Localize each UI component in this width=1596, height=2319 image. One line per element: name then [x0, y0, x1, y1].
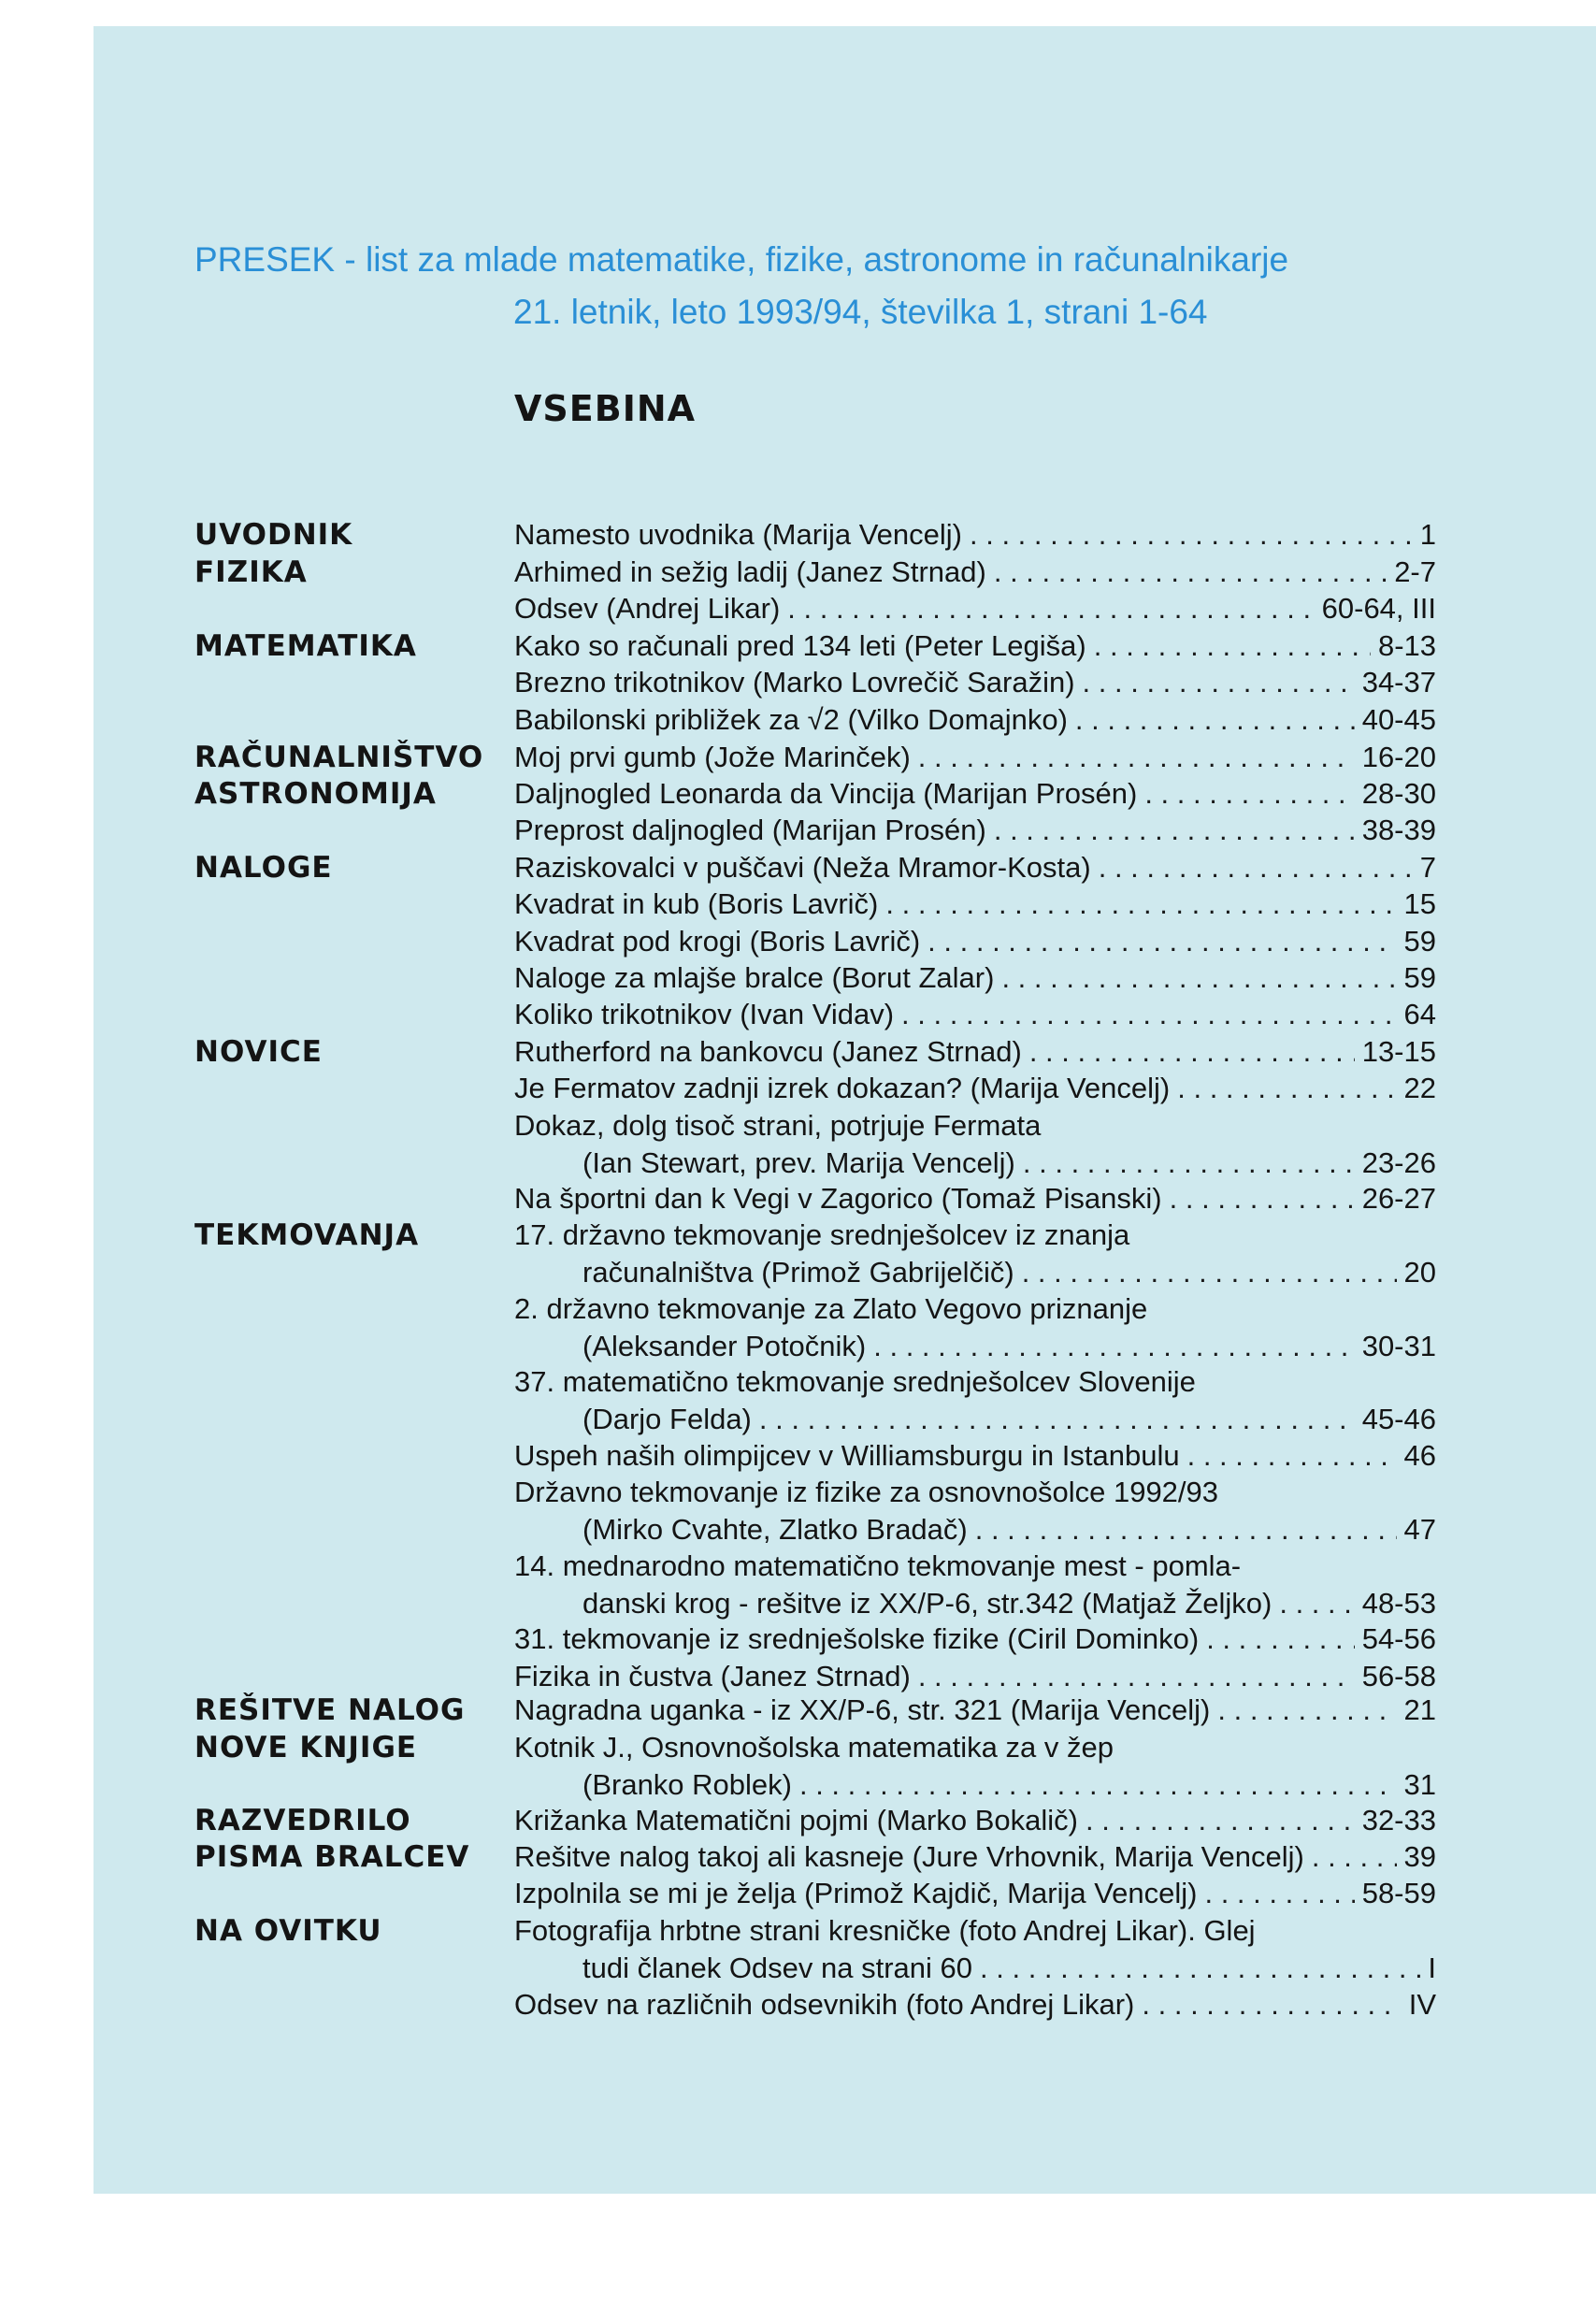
toc-entry-pages: 22	[1403, 1072, 1436, 1105]
toc-entry-pages: IV	[1408, 1987, 1436, 2021]
toc-entry[interactable]	[514, 627, 1436, 665]
toc-entry[interactable]	[514, 886, 1436, 923]
toc-entry-title: Brezno trikotnikov (Marko Lovrečič Saražin)	[514, 666, 1075, 699]
toc-entry-line	[514, 1145, 1436, 1182]
toc-entry-line	[514, 1401, 1436, 1438]
dot-leader	[1001, 959, 1396, 997]
toc-entry-line	[514, 554, 1436, 591]
contents-heading: VSEBINA	[514, 388, 697, 429]
toc-entry-line	[514, 1548, 1436, 1585]
toc-entry[interactable]	[514, 996, 1436, 1033]
toc-entry-line	[514, 516, 1436, 554]
toc-entry[interactable]	[514, 1986, 1436, 2024]
toc-entry-title: (Ian Stewart, prev. Marija Vencelj)	[582, 1145, 1015, 1179]
dot-leader	[994, 554, 1387, 591]
toc-category: RAČUNALNIŠTVO	[194, 741, 484, 774]
toc-entry-title: 14. mednarodno matematično tekmovanje mest - pomla-	[514, 1548, 1242, 1582]
toc-entry-pages: I	[1428, 1952, 1436, 1984]
toc-entry[interactable]	[514, 1912, 1436, 1987]
dot-leader	[1023, 1145, 1355, 1182]
toc-entry-title: računalništva (Primož Gabrijelčič)	[582, 1256, 1014, 1289]
toc-entry[interactable]	[514, 1620, 1436, 1658]
dot-leader	[1075, 701, 1355, 739]
toc-entry-title: Rešitve nalog takoj ali kasneje (Jure Vrhovnik, Marija Vencelj)	[514, 1840, 1304, 1873]
toc-entry-title: Koliko trikotnikov (Ivan Vidav)	[514, 998, 895, 1031]
toc-entry-line	[514, 959, 1436, 997]
toc-entry-title: Odsev (Andrej Likar)	[514, 592, 781, 626]
toc-entry-pages: 16-20	[1361, 741, 1436, 773]
dot-leader	[759, 1401, 1355, 1438]
toc-category: ASTRONOMIJA	[194, 777, 437, 811]
toc-entry-pages: 32-33	[1361, 1804, 1436, 1836]
toc-entry-line	[514, 1180, 1436, 1217]
toc-entry[interactable]	[514, 1290, 1436, 1365]
dot-leader	[1144, 775, 1354, 813]
toc-category: NA OVITKU	[194, 1914, 382, 1948]
dot-leader	[970, 516, 1413, 554]
dot-leader	[1022, 1254, 1397, 1291]
toc-entry-line	[514, 1729, 1436, 1766]
toc-entry[interactable]	[514, 775, 1436, 813]
dot-leader	[787, 590, 1314, 627]
toc-entry-line	[514, 1254, 1436, 1291]
toc-entry[interactable]	[514, 1437, 1436, 1475]
dot-leader	[1187, 1437, 1397, 1475]
toc-entry-pages: 64	[1403, 998, 1436, 1031]
toc-entry-pages: 13-15	[1361, 1035, 1436, 1068]
journal-header	[194, 234, 1438, 338]
dot-leader	[975, 1511, 1397, 1548]
toc-entry-title: Naloge za mlajše bralce (Borut Zalar)	[514, 960, 995, 994]
toc-entry-pages: 15	[1403, 887, 1436, 921]
toc-category: TEKMOVANJA	[194, 1218, 420, 1252]
dot-leader	[1083, 664, 1355, 701]
toc-entry-title: Nagradna uganka - iz XX/P-6, str. 321 (Marija Vencelj)	[514, 1693, 1211, 1726]
toc-entry[interactable]	[514, 1217, 1436, 1291]
dot-leader	[980, 1950, 1420, 1987]
toc-entry-line	[514, 627, 1436, 665]
toc-entry-pages: 58-59	[1361, 1877, 1436, 1910]
dot-leader	[918, 1658, 1355, 1695]
toc-entry-line	[514, 1437, 1436, 1475]
toc-entry-title: (Aleksander Potočnik)	[582, 1329, 867, 1362]
toc-entry-title: Izpolnila se mi je želja (Primož Kajdič, Marija Vencelj)	[514, 1877, 1198, 1910]
toc-entry-pages: 31	[1403, 1768, 1436, 1801]
toc-entry-line	[514, 1838, 1436, 1876]
dot-leader	[994, 812, 1355, 849]
toc-entry-line	[514, 886, 1436, 923]
dot-leader	[1279, 1585, 1354, 1622]
dot-leader	[1094, 627, 1371, 665]
toc-entry[interactable]	[514, 1658, 1436, 1695]
toc-entry-title: 31. tekmovanje iz srednješolske fizike (Ciril Dominko)	[514, 1622, 1200, 1656]
toc-entry[interactable]	[514, 1107, 1436, 1182]
issue-info: 21. letnik, leto 1993/94, številka 1, strani 1-64	[513, 293, 1208, 331]
toc-entry-line	[514, 775, 1436, 813]
toc-entry-line	[514, 1328, 1436, 1365]
toc-entry-line	[514, 996, 1436, 1033]
toc-entry-title: (Branko Roblek)	[582, 1768, 792, 1801]
toc-entry-title: Kako so računali pred 134 leti (Peter Legiša)	[514, 629, 1086, 662]
toc-entry-pages: 38-39	[1361, 814, 1436, 847]
toc-entry-pages: 7	[1419, 851, 1436, 884]
toc-entry-line	[514, 1290, 1436, 1328]
toc-entry-line	[514, 1033, 1436, 1071]
toc-entry-title: Na športni dan k Vegi v Zagorico (Tomaž Pisanski)	[514, 1182, 1162, 1216]
toc-entry-title: Daljnogled Leonarda da Vincija (Marijan Prosén)	[514, 777, 1138, 810]
toc-entry-line	[514, 1217, 1436, 1254]
toc-entry[interactable]	[514, 554, 1436, 591]
dot-leader	[1086, 1802, 1355, 1839]
toc-entry-line	[514, 1474, 1436, 1511]
dot-leader	[1217, 1692, 1396, 1729]
toc-entry[interactable]	[514, 1692, 1436, 1729]
toc-entry[interactable]	[514, 1363, 1436, 1438]
toc-entry-pages: 54-56	[1361, 1622, 1436, 1656]
dot-leader	[901, 996, 1396, 1033]
journal-title: PRESEK - list za mlade matematike, fizike, astronome in računalnikarje	[194, 240, 1289, 279]
toc-entry-line	[514, 1950, 1436, 1987]
toc-category: MATEMATIKA	[194, 629, 417, 663]
toc-category: PISMA BRALCEV	[194, 1840, 470, 1874]
toc-entry[interactable]	[514, 1802, 1436, 1839]
toc-entry-pages: 47	[1403, 1513, 1436, 1547]
dot-leader	[1206, 1620, 1355, 1658]
toc-entry-pages: 34-37	[1361, 666, 1436, 699]
toc-entry[interactable]	[514, 849, 1436, 886]
toc-entry-pages: 45-46	[1361, 1403, 1436, 1436]
toc-entry-title: Fizika in čustva (Janez Strnad)	[514, 1659, 911, 1692]
toc-entry-pages: 21	[1403, 1693, 1436, 1726]
toc-entry-line	[514, 1620, 1436, 1658]
dot-leader	[918, 739, 1355, 776]
toc-entry-line	[514, 1875, 1436, 1912]
toc-entry[interactable]	[514, 701, 1436, 739]
toc-entry-title: danski krog - rešitve iz XX/P-6, str.342 (Matjaž Željko)	[582, 1586, 1272, 1620]
toc-entry-line	[514, 664, 1436, 701]
toc-entry-pages: 1	[1419, 518, 1436, 551]
toc-entry-line	[514, 812, 1436, 849]
toc-entry-title: Arhimed in sežig ladij (Janez Strnad)	[514, 555, 986, 588]
toc-entry[interactable]	[514, 959, 1436, 997]
toc-entry-pages: 59	[1403, 924, 1436, 958]
toc-entry[interactable]	[514, 1180, 1436, 1217]
toc-entry[interactable]	[514, 1070, 1436, 1107]
toc-entry-line	[514, 1912, 1436, 1950]
toc-entry-line	[514, 1986, 1436, 2024]
toc-entry-pages: 40-45	[1361, 702, 1436, 736]
toc-entry-title: Kvadrat in kub (Boris Lavrič)	[514, 887, 879, 921]
toc-entry-line	[514, 1363, 1436, 1401]
dot-leader	[1177, 1070, 1396, 1107]
toc-entry-line	[514, 1070, 1436, 1107]
toc-entry-title: Raziskovalci v puščavi (Neža Mramor-Kosta)	[514, 851, 1091, 884]
toc-entry[interactable]	[514, 1729, 1436, 1804]
toc-entry-title: Kvadrat pod krogi (Boris Lavrič)	[514, 924, 921, 958]
toc-entry-pages: 48-53	[1361, 1586, 1436, 1620]
toc-entry[interactable]	[514, 812, 1436, 849]
toc-entry-line	[514, 739, 1436, 776]
toc-entry-pages: 28-30	[1361, 777, 1436, 810]
toc-entry-title: Fotografija hrbtne strani kresničke (foto Andrej Likar). Glej	[514, 1914, 1256, 1947]
dot-leader	[885, 886, 1396, 923]
toc-entry-title: Dokaz, dolg tisoč strani, potrjuje Fermata	[514, 1108, 1042, 1142]
toc-entry-title: 17. državno tekmovanje srednješolcev iz znanja	[514, 1218, 1130, 1251]
toc-entry-line	[514, 1107, 1436, 1145]
toc-entry-title: tudi članek Odsev na strani 60	[582, 1952, 973, 1984]
toc-entry-line	[514, 1802, 1436, 1839]
toc-entry[interactable]	[514, 590, 1436, 627]
toc-entry-pages: 39	[1403, 1840, 1436, 1873]
toc-entry-line	[514, 1766, 1436, 1804]
toc-entry-pages: 20	[1403, 1256, 1436, 1289]
toc-entry-pages: 23-26	[1361, 1145, 1436, 1179]
toc-category: RAZVEDRILO	[194, 1804, 411, 1837]
toc-entry-title: Državno tekmovanje iz fizike za osnovnošolce 1992/93	[514, 1476, 1219, 1509]
toc-category: REŠITVE NALOG	[194, 1693, 466, 1727]
toc-entry[interactable]	[514, 1875, 1436, 1912]
toc-entry-line	[514, 1692, 1436, 1729]
dot-leader	[1142, 1986, 1401, 2024]
toc-entry-pages: 46	[1403, 1438, 1436, 1472]
toc-entry-title: Odsev na različnih odsevnikih (foto Andrej Likar)	[514, 1987, 1135, 2021]
toc-entry-line	[514, 1511, 1436, 1548]
toc-entry-title: Rutherford na bankovcu (Janez Strnad)	[514, 1035, 1022, 1068]
toc-category: FIZIKA	[194, 555, 308, 589]
toc-entry-pages: 26-27	[1361, 1182, 1436, 1216]
toc-category: NALOGE	[194, 851, 333, 885]
toc-entry[interactable]	[514, 1838, 1436, 1876]
toc-entry[interactable]	[514, 1033, 1436, 1071]
toc-entry-title: Križanka Matematični pojmi (Marko Bokalič)	[514, 1804, 1078, 1836]
toc-entry-title: (Darjo Felda)	[582, 1403, 752, 1436]
dot-leader	[927, 923, 1396, 960]
toc-entry-line	[514, 1585, 1436, 1622]
dot-leader	[1312, 1838, 1397, 1876]
toc-entry-pages: 8-13	[1377, 629, 1436, 662]
toc-entry-title: Uspeh naših olimpijcev v Williamsburgu in Istanbulu	[514, 1438, 1180, 1472]
toc-entry-pages: 59	[1403, 960, 1436, 994]
toc-entry[interactable]	[514, 516, 1436, 554]
toc-entry-line	[514, 701, 1436, 739]
toc-category: NOVICE	[194, 1035, 323, 1069]
toc-entry-title: Kotnik J., Osnovnošolska matematika za v žep	[514, 1731, 1114, 1764]
toc-category: UVODNIK	[194, 518, 353, 552]
toc-entry[interactable]	[514, 739, 1436, 776]
toc-entry[interactable]	[514, 1474, 1436, 1548]
toc-entry-title: Preprost daljnogled (Marijan Prosén)	[514, 814, 986, 847]
toc-entry-line	[514, 849, 1436, 886]
toc-entry-pages: 56-58	[1361, 1659, 1436, 1692]
toc-entry-line	[514, 1658, 1436, 1695]
toc-entry-title: Namesto uvodnika (Marija Vencelj)	[514, 518, 962, 551]
toc-entry-title: Je Fermatov zadnji izrek dokazan? (Marija Vencelj)	[514, 1072, 1171, 1105]
toc-entry-title: (Mirko Cvahte, Zlatko Bradač)	[582, 1513, 968, 1547]
toc-entry-line	[514, 923, 1436, 960]
toc-entry[interactable]	[514, 664, 1436, 701]
dot-leader	[1029, 1033, 1355, 1071]
dot-leader	[1099, 849, 1413, 886]
toc-entry-pages: 30-31	[1361, 1329, 1436, 1362]
toc-entry-title: Moj prvi gumb (Jože Marinček)	[514, 741, 911, 773]
dot-leader	[799, 1766, 1397, 1804]
toc-category: NOVE KNJIGE	[194, 1731, 418, 1764]
toc-entry[interactable]	[514, 1548, 1436, 1622]
toc-entry-pages: 2-7	[1394, 555, 1436, 588]
dot-leader	[873, 1328, 1354, 1365]
dot-leader	[1170, 1180, 1355, 1217]
toc-entry-title: 2. državno tekmovanje za Zlato Vegovo priznanje	[514, 1291, 1148, 1325]
toc-entry-line	[514, 590, 1436, 627]
toc-entry-pages: 60-64, III	[1321, 592, 1436, 626]
toc-entry[interactable]	[514, 923, 1436, 960]
toc-entry-title: Babilonski približek za √2 (Vilko Domajnko)	[514, 702, 1068, 736]
dot-leader	[1204, 1875, 1354, 1912]
toc-entry-title: 37. matematično tekmovanje srednješolcev Slovenije	[514, 1365, 1196, 1399]
